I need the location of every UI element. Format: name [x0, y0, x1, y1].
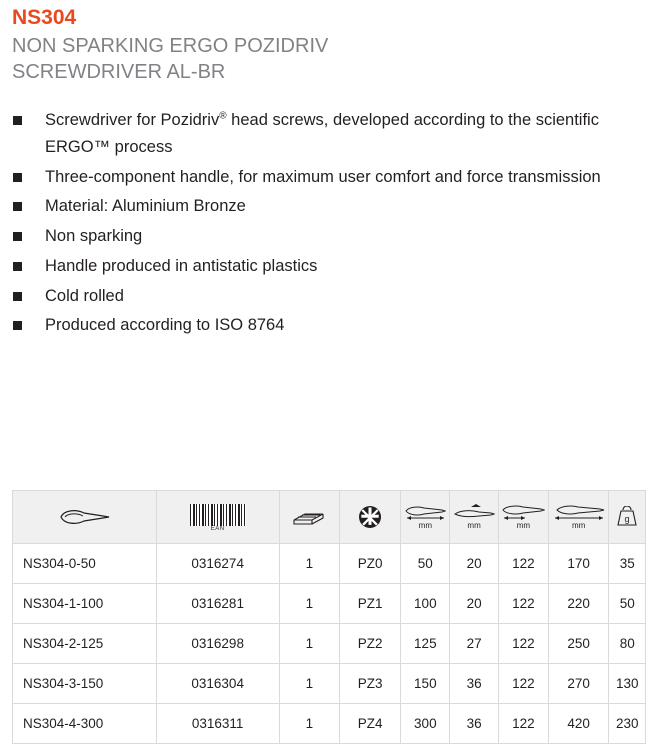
cell-handle-length: 122 [498, 544, 548, 584]
cell-pack: 1 [279, 704, 339, 744]
cell-weight: 80 [609, 624, 646, 664]
list-item [12, 107, 646, 160]
table-header [13, 491, 646, 544]
table-row [13, 544, 646, 584]
cell-pack: 1 [279, 584, 339, 624]
list-item [12, 312, 646, 339]
barcode-graphic [190, 504, 246, 530]
table-row [13, 664, 646, 704]
cell-pack: 1 [279, 544, 339, 584]
cell-ean: 0316274 [156, 544, 279, 584]
registered-mark: ® [219, 110, 227, 122]
cell-type: PZ0 [339, 544, 401, 584]
cell-blade-length: 300 [401, 704, 450, 744]
feature-text: Material: Aluminium Bronze [45, 197, 246, 216]
unit-label: mm [467, 521, 481, 530]
cell-blade-length: 100 [401, 584, 450, 624]
table-row [13, 704, 646, 744]
blade-diameter-icon [450, 504, 498, 530]
feature-list [12, 107, 646, 339]
product-title-line1: NON SPARKING ERGO POZIDRIV [12, 35, 329, 58]
bullet-icon [13, 292, 22, 301]
cell-handle-length: 122 [498, 584, 548, 624]
cell-ean: 0316311 [156, 704, 279, 744]
column-header-blade-length [401, 491, 450, 544]
handle-length-icon [499, 504, 548, 530]
column-header-packaging [279, 491, 339, 544]
cell-total-length: 170 [548, 544, 609, 584]
cell-description: NS304-1-100 [13, 584, 157, 624]
cell-blade-diameter: 36 [450, 664, 499, 704]
cell-ean: 0316298 [156, 624, 279, 664]
specifications-table-wrap [12, 490, 646, 744]
column-header-weight [609, 491, 646, 544]
cell-ean: 0316281 [156, 584, 279, 624]
total-length-icon [549, 504, 609, 530]
cell-weight: 230 [609, 704, 646, 744]
list-item [12, 223, 646, 250]
cell-pack: 1 [279, 664, 339, 704]
table-row [13, 624, 646, 664]
cell-description: NS304-3-150 [13, 664, 157, 704]
cell-blade-diameter: 20 [450, 544, 499, 584]
cell-pack: 1 [279, 624, 339, 664]
cell-blade-diameter: 27 [450, 624, 499, 664]
svg-text:g: g [624, 514, 630, 524]
feature-text: Produced according to ISO 8764 [45, 316, 285, 335]
cell-total-length: 250 [548, 624, 609, 664]
cell-total-length: 220 [548, 584, 609, 624]
cell-type: PZ3 [339, 664, 401, 704]
package-icon [280, 491, 339, 543]
cell-handle-length: 122 [498, 664, 548, 704]
cell-blade-length: 150 [401, 664, 450, 704]
column-header-total-length [548, 491, 609, 544]
feature-text: Cold rolled [45, 286, 124, 305]
pozidriv-tip-icon [340, 491, 401, 543]
page-title [12, 34, 646, 85]
blade-length-icon [401, 504, 449, 530]
product-title-line2: SCREWDRIVER AL-BR [12, 60, 226, 83]
feature-text: Non sparking [45, 227, 143, 246]
cell-blade-length: 125 [401, 624, 450, 664]
cell-blade-diameter: 36 [450, 704, 499, 744]
list-item [12, 193, 646, 220]
bullet-icon [13, 262, 22, 271]
cell-weight: 130 [609, 664, 646, 704]
unit-label: mm [516, 521, 531, 530]
cell-blade-length: 50 [401, 544, 450, 584]
cell-total-length: 420 [548, 704, 609, 744]
bullet-icon [13, 232, 22, 241]
list-item [12, 164, 646, 191]
feature-text: Three-component handle, for maximum user comfort and force transmission [45, 167, 601, 186]
list-item [12, 253, 646, 280]
table-header-row [13, 491, 646, 544]
cell-handle-length: 122 [498, 624, 548, 664]
column-header-blade-diameter [450, 491, 499, 544]
cell-description: NS304-4-300 [13, 704, 157, 744]
bullet-icon [13, 202, 22, 211]
feature-text: Handle produced in antistatic plastics [45, 256, 318, 275]
column-header-description [13, 491, 157, 544]
screwdriver-icon [13, 491, 156, 543]
unit-label: mm [571, 521, 586, 530]
cell-handle-length: 122 [498, 704, 548, 744]
bullet-icon [13, 173, 22, 182]
table-row [13, 584, 646, 624]
cell-total-length: 270 [548, 664, 609, 704]
column-header-handle-length [498, 491, 548, 544]
cell-weight: 50 [609, 584, 646, 624]
cell-ean: 0316304 [156, 664, 279, 704]
specifications-table [12, 490, 646, 744]
cell-weight: 35 [609, 544, 646, 584]
cell-type: PZ1 [339, 584, 401, 624]
bullet-icon [13, 116, 22, 125]
bullet-icon [13, 321, 22, 330]
table-body [13, 544, 646, 744]
cell-type: PZ4 [339, 704, 401, 744]
cell-description: NS304-2-125 [13, 624, 157, 664]
product-code: NS304 [12, 6, 77, 29]
list-item [12, 283, 646, 310]
weight-icon [609, 506, 645, 528]
ean-label: EAN [190, 526, 246, 532]
barcode-icon [157, 491, 279, 543]
unit-label: mm [418, 521, 432, 530]
cell-blade-diameter: 20 [450, 584, 499, 624]
cell-type: PZ2 [339, 624, 401, 664]
cell-description: NS304-0-50 [13, 544, 157, 584]
feature-text: Screwdriver for Pozidriv® head screws, developed according to the scientific ERGO™ process [45, 110, 599, 156]
column-header-ean [156, 491, 279, 544]
column-header-tip-type [339, 491, 401, 544]
